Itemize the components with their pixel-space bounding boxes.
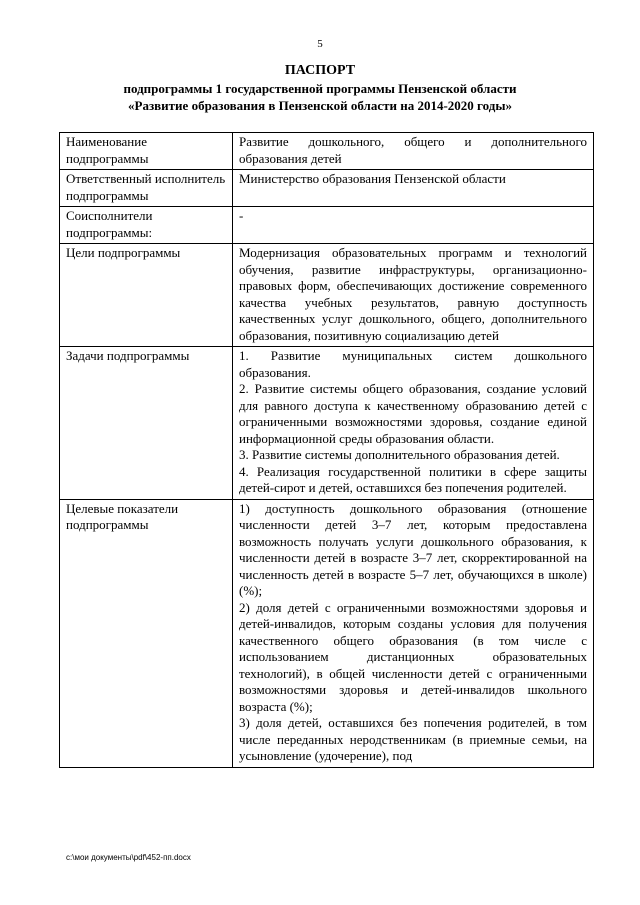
table-row <box>60 133 594 170</box>
row-value <box>233 499 594 767</box>
row-value <box>233 133 594 170</box>
table-row <box>60 207 594 244</box>
value-paragraph: Модернизация образовательных программ и технологий обучения, развитие инфраструктуры, организационно-правовых форм, обеспечивающих достижение современного качества учебных результатов, равную доступность качественных услуг дошкольного, общего, дополнительного образования, позитивную социализацию детей <box>239 245 587 343</box>
table-row <box>60 499 594 767</box>
row-label: Целевые показатели подпрограммы <box>60 499 233 767</box>
page-number: 5 <box>317 38 323 50</box>
value-paragraph: 3. Развитие системы дополнительного образования детей. <box>239 447 560 462</box>
value-paragraph: 2) доля детей с ограниченными возможностями здоровья и детей-инвалидов, которым созданы условия для получения качественного общего образования (в том числе с использованием дистанционных образовательных технологий), в общей численности детей с ограниченными возможностями здоровья и детей-инвалидов школьного возраста (%); <box>239 599 587 714</box>
subtitle-line-1: подпрограммы 1 государственной программы Пензенской области <box>123 81 517 96</box>
table-row <box>60 347 594 500</box>
row-value <box>233 347 594 500</box>
row-label: Ответственный исполнитель подпрограммы <box>60 170 233 207</box>
row-label: Цели подпрограммы <box>60 244 233 347</box>
file-path-footer: c:\мои документы\pdf\452-пп.docx <box>66 853 191 862</box>
value-paragraph: 1) доступность дошкольного образования (отношение численности детей 3–7 лет, которым предоставлена возможность получать услуги дошкольного образования, к численности детей в возрасте 3–7 лет, скорректированной на численность детей в возрасте 5–7 лет, обучающихся в школе) (%); <box>239 500 587 598</box>
value-paragraph: 1. Развитие муниципальных систем дошкольного образования. <box>239 348 587 380</box>
value-paragraph: Министерство образования Пензенской области <box>239 171 506 186</box>
value-paragraph: 3) доля детей, оставшихся без попечения родителей, в том числе переданных неродственникам (в приемные семьи, на усыновление (удочерение), под <box>239 715 587 763</box>
row-label: Наименование подпрограммы <box>60 133 233 170</box>
row-label: Задачи подпрограммы <box>60 347 233 500</box>
document-subtitle <box>0 80 640 114</box>
row-value <box>233 244 594 347</box>
value-paragraph: 2. Развитие системы общего образования, создание условий для равного доступа к качественному образованию детей с ограниченными возможностями здоровья, создание единой информационной среды образования области. <box>239 381 587 446</box>
subtitle-line-2: «Развитие образования в Пензенской области на 2014-2020 годы» <box>128 98 512 113</box>
value-paragraph: 4. Реализация государственной политики в сфере защиты детей-сирот и детей, оставшихся без попечения родителей. <box>239 463 587 495</box>
passport-table <box>59 132 594 768</box>
table-row <box>60 170 594 207</box>
row-value <box>233 170 594 207</box>
row-value <box>233 207 594 244</box>
table-row <box>60 244 594 347</box>
document-title: ПАСПОРТ <box>284 63 356 78</box>
value-paragraph: - <box>239 208 244 223</box>
row-label: Соисполнители подпрограммы: <box>60 207 233 244</box>
value-paragraph: Развитие дошкольного, общего и дополнительного образования детей <box>239 134 587 166</box>
